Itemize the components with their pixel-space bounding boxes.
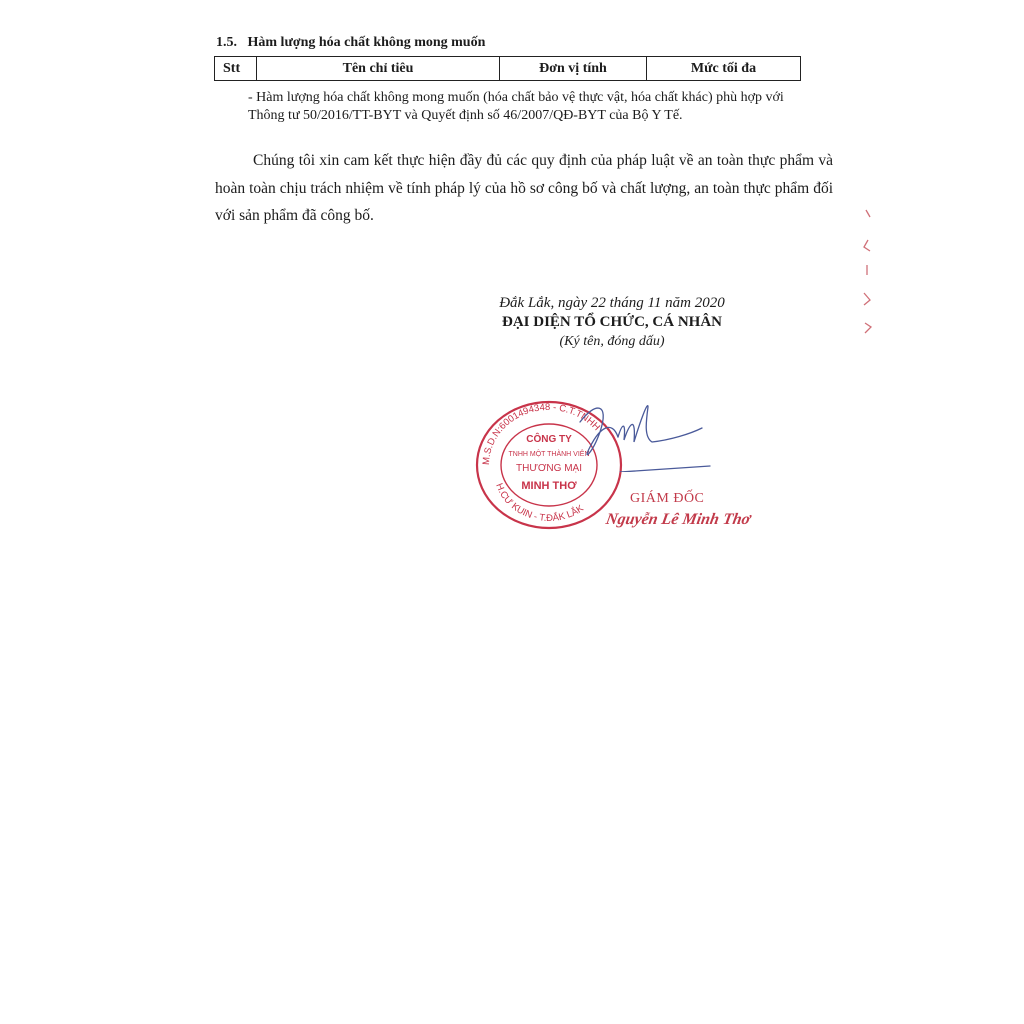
stamp-ring-text: M.S.D.N:6001494348 - C.T.TNHH [480, 401, 602, 466]
header-stt: Stt [215, 57, 257, 81]
representative-title: ĐẠI DIỆN TỔ CHỨC, CÁ NHÂN [501, 314, 722, 330]
stamp-line-type: TNHH MỘT THÀNH VIÊN [508, 451, 590, 458]
signature-scribble [560, 392, 720, 472]
section-number: 1.5. [216, 35, 237, 50]
header-criteria-name: Tên chỉ tiêu [257, 57, 500, 81]
stamp-line-trade: THƯƠNG MẠI [515, 463, 583, 474]
director-title: GIÁM ĐỐC [630, 491, 705, 506]
commitment-paragraph: Chúng tôi xin cam kết thực hiện đầy đủ các quy định của pháp luật về an toàn thực phẩm và hoàn toàn chịu trách nhiệm về tính pháp lý của hồ sơ công bố và chất lượng, an toàn thực phẩm đối với sản phẩm đã công bố. [215, 152, 833, 224]
director-name: Nguyễn Lê Minh Thơ [604, 511, 752, 528]
stamp-line-company: CÔNG TY [526, 434, 572, 445]
place-date: Đắk Lắk, ngày 22 tháng 11 năm 2020 [499, 295, 725, 311]
regulation-note: - Hàm lượng hóa chất không mong muốn (hóa chất bảo vệ thực vật, hóa chất khác) phù hợp với Thông tư 50/2016/TT-BYT và Quyết định số 46/2007/QĐ-BYT của Bộ Y Tế. [248, 90, 784, 123]
table-header-row [215, 57, 801, 81]
stamp-line-name: MINH THƠ [521, 480, 577, 492]
section-heading [216, 35, 485, 51]
section-title: Hàm lượng hóa chất không mong muốn [247, 35, 486, 50]
edge-bleed-marks [852, 205, 876, 350]
header-unit: Đơn vị tính [500, 57, 647, 81]
header-max-level: Mức tối đa [647, 57, 801, 81]
criteria-table [214, 56, 801, 81]
sign-instruction: (Ký tên, đóng dấu) [559, 334, 665, 349]
stamp-bottom-text: H.CƯ KUIN - T.ĐẮK LẮK [493, 481, 586, 525]
